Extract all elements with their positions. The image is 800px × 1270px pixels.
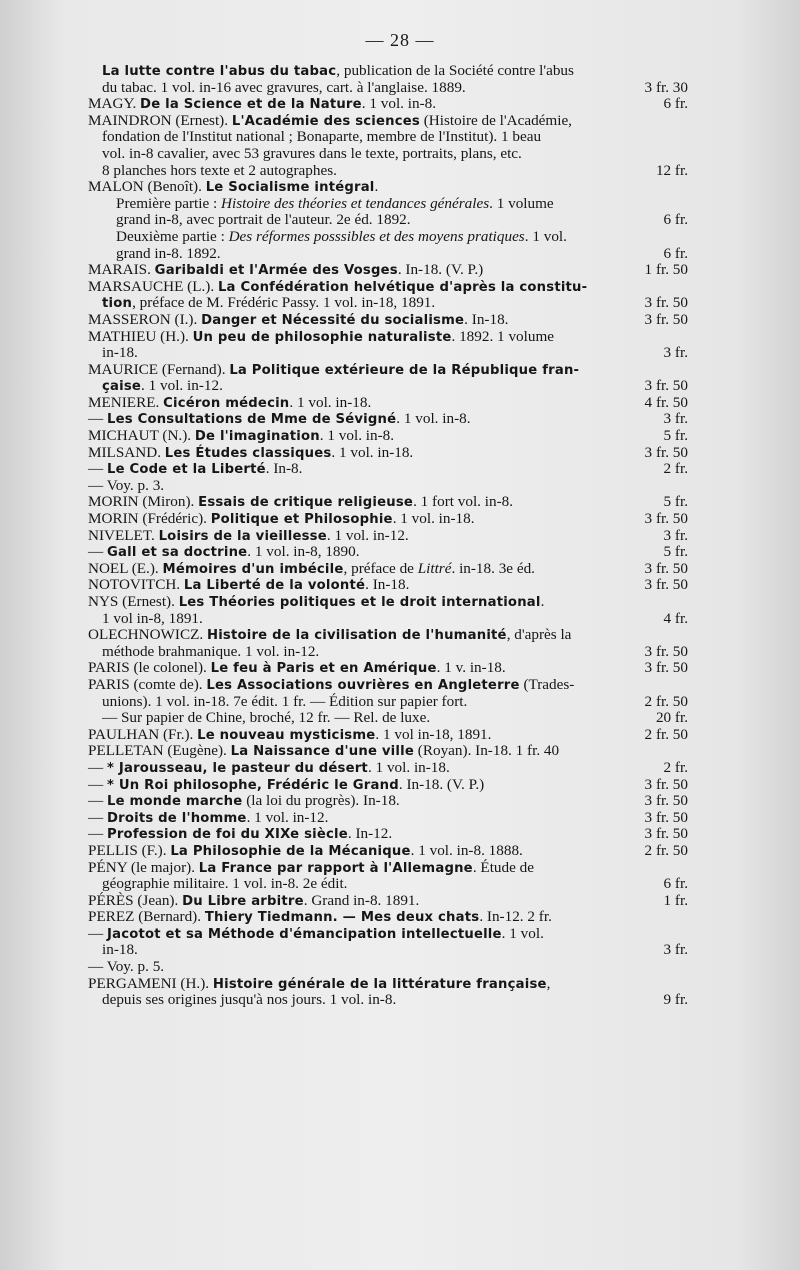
book-title: La Philosophie de la Mécanique	[170, 843, 411, 859]
entry-text: . 1 v. in-18.	[436, 659, 506, 677]
catalog-line	[88, 63, 688, 80]
entry-text: . 1 volume	[489, 194, 554, 212]
entry-text: MATHIEU (H.).	[88, 327, 193, 345]
price: 5 fr.	[663, 493, 688, 511]
price: 3 fr. 50	[644, 377, 688, 395]
entry-text: MARAIS.	[88, 261, 155, 279]
entry-text: . 1 vol. in-18.	[367, 758, 450, 776]
entry-text: . In-12.	[347, 825, 393, 843]
entry-text: . in-18. 3e éd.	[451, 559, 535, 577]
price: 3 fr. 50	[644, 310, 688, 328]
book-title: Le monde marche	[106, 794, 243, 810]
book-title: Thiery Tiedmann. — Mes deux chats	[204, 910, 480, 926]
entry-text: . In-18.	[365, 576, 410, 594]
price: 3 fr. 50	[644, 443, 688, 461]
entry-text: . 1 vol in-18, 1891.	[375, 725, 492, 743]
price: 3 fr.	[663, 526, 688, 544]
catalog-line	[88, 793, 688, 810]
catalog-line	[88, 577, 688, 594]
book-title: Garibaldi et l'Armée des Vosges	[154, 263, 398, 279]
entry-text: MAGY.	[88, 95, 141, 113]
catalog-line	[88, 893, 688, 910]
entry-text: NOEL (E.).	[88, 559, 163, 577]
catalog-line	[88, 494, 688, 511]
book-title: De l'imagination	[194, 429, 320, 445]
book-title: Droits de l'homme	[106, 810, 247, 826]
price: 3 fr. 50	[644, 825, 688, 843]
entry-text: grand in-8. 1892.	[116, 244, 221, 262]
catalog-line	[88, 594, 688, 611]
entry-text: vol. in-8 cavalier, avec 53 gravures dans le texte, portraits, plans, etc.	[102, 144, 522, 162]
entry-text: , préface de M. Frédéric Passy. 1 vol. in-18, 1891.	[132, 294, 436, 312]
price: 6 fr.	[663, 244, 688, 262]
book-title: Histoire générale de la littérature française	[212, 976, 547, 992]
price: 2 fr.	[663, 460, 688, 478]
price: 3 fr.	[663, 344, 688, 362]
price: 6 fr.	[663, 211, 688, 229]
entry-text: —	[88, 758, 107, 776]
entry-text: . 1 vol. in-12.	[326, 526, 409, 544]
price: 3 fr.	[663, 941, 688, 959]
entry-text: PERGAMENI (H.).	[88, 974, 213, 992]
entry-text: . In-18. (V. P.)	[398, 775, 485, 793]
catalog-line	[88, 644, 688, 661]
entry-text: .	[374, 178, 379, 196]
entry-text: —	[88, 460, 107, 478]
book-title: Le nouveau mysticisme	[197, 727, 376, 743]
book-title: Un peu de philosophie naturaliste	[192, 329, 452, 345]
catalog-line	[88, 329, 688, 346]
catalog-line	[88, 976, 688, 993]
catalog-line	[88, 96, 688, 113]
italic-text: Littré	[417, 559, 452, 577]
entry-text: depuis ses origines jusqu'à nos jours. 1 vol. in-8.	[102, 991, 397, 1009]
price: 3 fr. 50	[644, 775, 688, 793]
entry-text: . 1 vol. in-18.	[392, 510, 475, 528]
catalog-line	[88, 843, 688, 860]
catalog-line	[88, 810, 688, 827]
catalog-line	[88, 942, 688, 959]
entry-text: —	[88, 410, 107, 428]
entry-text: (Histoire de l'Académie,	[419, 111, 572, 129]
book-title: La lutte contre l'abus du tabac	[102, 64, 337, 79]
catalog-line	[88, 777, 688, 794]
catalog-line	[88, 544, 688, 561]
entry-text: . In-8.	[265, 460, 303, 478]
entry-text: , préface de	[343, 559, 418, 577]
book-title: La Politique extérieure de la République fran-	[229, 362, 580, 378]
entry-text: MICHAUT (N.).	[88, 427, 195, 445]
catalog-line	[88, 694, 688, 711]
book-title: Loisirs de la vieillesse	[158, 528, 327, 544]
entry-text: 1 vol in-8, 1891.	[102, 609, 203, 627]
book-title: Jacotot et sa Méthode d'émancipation intellectuelle	[106, 926, 502, 942]
entry-text: PELLIS (F.).	[88, 841, 171, 859]
price: 4 fr. 50	[644, 393, 688, 411]
entry-text: . 1 fort vol. in-8.	[413, 493, 514, 511]
catalog-line	[88, 345, 688, 362]
entry-text: . 1 vol. in-8, 1890.	[247, 543, 360, 561]
entry-text: géographie militaire. 1 vol. in-8. 2e édit.	[102, 875, 348, 893]
catalog-line	[88, 212, 688, 229]
book-title: Cicéron médecin	[163, 395, 290, 411]
entry-text: in-18.	[102, 941, 138, 959]
book-title: Les Théories politiques et le droit international	[178, 595, 541, 610]
price: 3 fr. 50	[644, 510, 688, 528]
catalog-line	[88, 992, 688, 1009]
catalog-line	[88, 926, 688, 943]
book-title: Politique et Philosophie	[210, 512, 393, 528]
entry-text: —	[88, 792, 107, 810]
entry-text: grand in-8, avec portrait de l'auteur. 2e éd. 1892.	[116, 211, 411, 229]
catalog-line	[88, 279, 688, 296]
entry-text: . 1 vol. in-8.	[396, 410, 471, 428]
catalog-line	[88, 660, 688, 677]
entry-text: MAINDRON (Ernest).	[88, 111, 232, 129]
price: 1 fr.	[663, 891, 688, 909]
catalog-line	[88, 710, 688, 727]
entry-text: . 1 vol. in-18.	[289, 393, 372, 411]
catalog-line	[88, 760, 688, 777]
book-title: Le feu à Paris et en Amérique	[210, 661, 437, 677]
entry-text: . 1 vol. in-18.	[331, 443, 414, 461]
italic-text: Histoire des théories et tendances générales	[221, 194, 490, 212]
catalog-line	[88, 727, 688, 744]
catalog-line	[88, 312, 688, 329]
catalog-line	[88, 959, 688, 976]
catalog-line	[88, 146, 688, 163]
entry-text: MAURICE (Fernand).	[88, 360, 230, 378]
catalog-listing	[88, 63, 688, 1009]
entry-text: —	[88, 543, 107, 561]
entry-text: NYS (Ernest).	[88, 593, 179, 610]
price: 3 fr. 50	[644, 559, 688, 577]
catalog-line	[88, 428, 688, 445]
entry-text: . In-18. (V. P.)	[397, 261, 484, 279]
book-title: L'Académie des sciences	[231, 113, 420, 129]
price: 2 fr. 50	[644, 841, 688, 859]
catalog-line	[88, 179, 688, 196]
entry-text: . 1 vol.	[501, 924, 544, 942]
catalog-line	[88, 511, 688, 528]
entry-text: NIVELET.	[88, 526, 159, 544]
entry-text: MASSERON (I.).	[88, 310, 202, 328]
price: 2 fr.	[663, 758, 688, 776]
entry-text: — Voy. p. 3.	[88, 476, 165, 494]
entry-text: . 1 vol. in-8.	[319, 427, 395, 445]
entry-text: ,	[546, 974, 551, 992]
catalog-line	[88, 129, 688, 146]
entry-text: —	[88, 924, 107, 942]
price: 6 fr.	[663, 95, 688, 113]
entry-text: PÉRÈS (Jean).	[88, 891, 183, 909]
price: 2 fr. 50	[644, 725, 688, 743]
entry-text: MARSAUCHE (L.).	[88, 277, 218, 295]
entry-text: PAULHAN (Fr.).	[88, 725, 198, 743]
entry-text: MORIN (Frédéric).	[88, 510, 211, 528]
entry-text: PEREZ (Bernard).	[88, 908, 205, 926]
catalog-line	[88, 246, 688, 263]
catalog-line	[88, 826, 688, 843]
entry-text: (la loi du progrès). In-18.	[242, 792, 400, 810]
catalog-line	[88, 561, 688, 578]
entry-text: . 1 vol. in-8. 1888.	[410, 841, 523, 859]
entry-text: 8 planches hors texte et 2 autographes.	[102, 161, 337, 179]
book-title: Mémoires d'un imbécile	[162, 561, 344, 577]
entry-text: MALON (Benoît).	[88, 178, 206, 196]
entry-text: , d'après la	[506, 626, 572, 644]
book-title: De la Science et de la Nature	[140, 97, 362, 113]
entry-text: PÉNY (le major).	[88, 858, 199, 876]
book-title: Profession de foi du XIXe siècle	[106, 827, 348, 843]
catalog-line	[88, 909, 688, 926]
entry-text: .	[540, 593, 545, 610]
catalog-line	[88, 362, 688, 379]
catalog-line	[88, 677, 688, 694]
book-title: Histoire de la civilisation de l'humanité	[206, 628, 507, 644]
catalog-line	[88, 80, 688, 97]
catalog-line	[88, 478, 688, 495]
entry-text: méthode brahmanique. 1 vol. in-12.	[102, 642, 320, 660]
entry-text: . 1892. 1 volume	[451, 327, 554, 345]
price: 1 fr. 50	[644, 261, 688, 279]
book-title: Les Études classiques	[164, 445, 332, 461]
book-title: Les Associations ouvrières en Angleterre	[206, 677, 520, 693]
catalog-line	[88, 262, 688, 279]
entry-text: du tabac. 1 vol. in-16 avec gravures, cart. à l'anglaise. 1889.	[102, 78, 466, 96]
book-title: * Jarousseau, le pasteur du désert	[106, 760, 368, 776]
catalog-line	[88, 295, 688, 312]
price: 3 fr. 50	[644, 576, 688, 594]
entry-text: . In-18.	[464, 310, 509, 328]
catalog-line	[88, 627, 688, 644]
book-title: Essais de critique religieuse	[198, 495, 414, 511]
entry-text: in-18.	[102, 344, 138, 362]
price: 3 fr.	[663, 410, 688, 428]
price: 6 fr.	[663, 875, 688, 893]
price: 3 fr. 30	[644, 78, 688, 96]
entry-text: PARIS (comte de).	[88, 675, 207, 693]
book-title: Le Socialisme intégral	[205, 180, 375, 196]
entry-text: . 1 vol. in-12.	[246, 808, 329, 826]
catalog-line	[88, 461, 688, 478]
entry-text: . 1 vol. in-8.	[361, 95, 437, 113]
catalog-line	[88, 163, 688, 180]
book-title: Danger et Nécessité du socialisme	[201, 312, 465, 328]
entry-text: . In-12. 2 fr.	[479, 908, 552, 926]
entry-text: OLECHNOWICZ.	[88, 626, 207, 644]
price: 3 fr. 50	[644, 808, 688, 826]
catalog-line	[88, 113, 688, 130]
page-number: — 28 —	[365, 30, 435, 50]
price: 3 fr. 50	[644, 642, 688, 660]
italic-text: Des réformes posssibles et des moyens pratiques	[228, 227, 525, 245]
price: 5 fr.	[663, 543, 688, 561]
price: 3 fr. 50	[644, 294, 688, 312]
book-title: tion	[102, 296, 133, 312]
entry-text: MORIN (Miron).	[88, 493, 199, 511]
catalog-line	[88, 445, 688, 462]
entry-text: (Royan). In-18. 1 fr. 40	[414, 742, 560, 760]
price: 4 fr.	[663, 609, 688, 627]
entry-text: —	[88, 825, 107, 843]
catalog-line	[88, 196, 688, 213]
price: 5 fr.	[663, 427, 688, 445]
entry-text: — Voy. p. 5.	[88, 958, 165, 976]
entry-text: —	[88, 775, 107, 793]
entry-text: NOTOVITCH.	[88, 576, 184, 594]
catalog-line	[88, 229, 688, 246]
book-title: La Confédération helvétique d'après la constitu-	[217, 279, 588, 295]
book-title: Le Code et la Liberté	[106, 462, 266, 478]
catalog-line	[88, 528, 688, 545]
entry-text: MENIERE.	[88, 393, 164, 411]
catalog-line	[88, 876, 688, 893]
entry-text: fondation de l'Institut national ; Bonaparte, membre de l'Institut). 1 beau	[102, 128, 542, 146]
book-title: Les Consultations de Mme de Sévigné	[106, 412, 397, 428]
entry-text: . Étude de	[472, 858, 534, 876]
entry-text: (Trades-	[519, 675, 575, 693]
entry-text: —	[88, 808, 107, 826]
catalog-line	[88, 611, 688, 628]
book-title: La Liberté de la volonté	[183, 578, 366, 594]
catalog-line	[88, 395, 688, 412]
catalog-line	[88, 378, 688, 395]
entry-text: . Grand in-8. 1891.	[303, 891, 420, 909]
entry-text: . 1 vol. in-12.	[141, 377, 223, 395]
book-title: La Naissance d'une ville	[230, 744, 414, 760]
book-title: * Un Roi philosophe, Frédéric le Grand	[106, 777, 399, 793]
book-title: Du Libre arbitre	[182, 893, 304, 909]
book-title: Gall et sa doctrine	[106, 545, 248, 561]
catalog-line	[88, 860, 688, 877]
entry-text: PARIS (le colonel).	[88, 659, 211, 677]
entry-text: PELLETAN (Eugène).	[88, 742, 231, 760]
price: 3 fr. 50	[644, 659, 688, 677]
book-title: La France par rapport à l'Allemagne	[198, 860, 473, 876]
catalog-line	[88, 743, 688, 760]
price: 12 fr.	[655, 161, 688, 179]
entry-text: — Sur papier de Chine, broché, 12 fr. — Rel. de luxe.	[102, 709, 431, 727]
entry-text: Première partie :	[116, 194, 221, 212]
price: 2 fr. 50	[644, 692, 688, 710]
entry-text: , publication de la Société contre l'abus	[336, 62, 574, 79]
entry-text: MILSAND.	[88, 443, 165, 461]
price: 20 fr.	[655, 709, 688, 727]
entry-text: Deuxième partie :	[116, 227, 229, 245]
catalog-line	[88, 411, 688, 428]
entry-text: . 1 vol.	[524, 227, 567, 245]
price: 9 fr.	[663, 991, 688, 1009]
price: 3 fr. 50	[644, 792, 688, 810]
book-title: çaise	[102, 379, 142, 395]
entry-text: unions). 1 vol. in-18. 7e édit. 1 fr. — Édition sur papier fort.	[102, 692, 468, 710]
